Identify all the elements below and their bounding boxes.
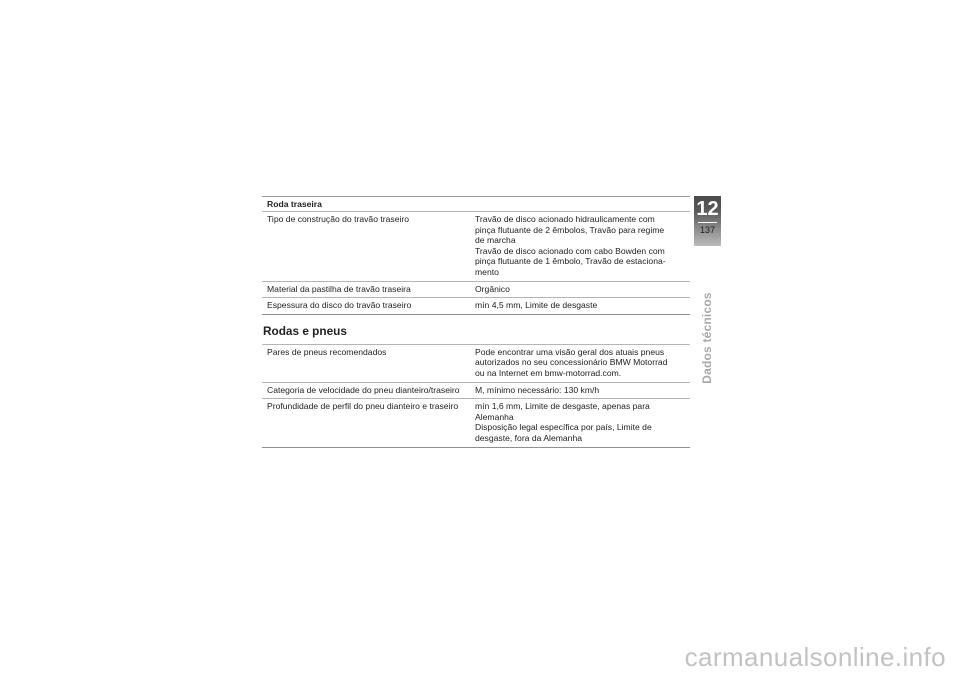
- wheels-tyres-title: Rodas e pneus: [263, 323, 347, 338]
- spec-value-line: pinça flutuante de 2 êmbolos, Travão para regime: [475, 224, 665, 235]
- spec-value-line: autorizados no seu concessionário BMW Motorrad: [475, 357, 668, 368]
- spec-value-line: ou na Internet em bmw-motorrad.com.: [475, 367, 622, 378]
- spec-row-disc-thickness: [262, 297, 690, 315]
- spec-value: [475, 300, 690, 311]
- spec-row-recommended-tyres: [262, 344, 690, 382]
- spec-label: Espessura do disco do travão traseiro: [267, 300, 412, 311]
- spec-value-line: Pode encontrar uma visão geral dos atuais pneus: [475, 346, 665, 357]
- page-number: 137: [699, 225, 716, 235]
- spec-value-line: M, mínimo necessário: 130 km/h: [475, 384, 600, 395]
- spec-value: [475, 401, 690, 443]
- spec-value-line: Travão de disco acionado hidraulicamente com: [475, 214, 655, 224]
- spec-value-line: pinça flutuante de 1 êmbolo, Travão de estaciona-: [475, 256, 666, 267]
- rear-wheel-heading: Roda traseira: [262, 196, 690, 211]
- watermark: carmanualsonline.info: [684, 642, 946, 672]
- spec-label: Pares de pneus recomendados: [267, 346, 387, 357]
- spec-value-line: desgaste, fora da Alemanha: [475, 432, 583, 443]
- spec-label: Categoria de velocidade do pneu dianteiro/traseiro: [267, 384, 460, 395]
- spec-value: [475, 347, 690, 379]
- spec-label: Material da pastilha de travão traseira: [267, 283, 411, 294]
- chapter-tab: [694, 196, 721, 246]
- spec-value-line: Disposição legal específica por país, Limite de: [475, 422, 652, 433]
- spec-value-line: mín 1,6 mm, Limite de desgaste, apenas para: [475, 401, 650, 412]
- spec-value-line: de marcha: [475, 235, 516, 246]
- spec-row-brake-type: [262, 211, 690, 281]
- spec-value: [475, 284, 690, 295]
- spec-row-pad-material: [262, 281, 690, 298]
- chapter-number: 12: [696, 198, 719, 220]
- chapter-divider: [698, 222, 717, 223]
- spec-value-line: mento: [475, 266, 499, 277]
- spec-value-line: mín 4,5 mm, Limite de desgaste: [475, 300, 598, 311]
- spec-value-line: Alemanha: [475, 411, 514, 422]
- chapter-side-title: Dados técnicos: [700, 292, 714, 384]
- spec-value-line: Travão de disco acionado com cabo Bowden com: [475, 245, 665, 256]
- spec-value-line: Orgânico: [475, 283, 510, 294]
- spec-row-tread-depth: [262, 398, 690, 447]
- spec-label: Profundidade de perfil do pneu dianteiro e traseiro: [267, 401, 459, 412]
- spec-label: Tipo de construção do travão traseiro: [267, 214, 410, 224]
- technical-data-content: [262, 196, 690, 448]
- spec-value: [475, 214, 690, 278]
- spec-row-speed-category: [262, 382, 690, 399]
- spec-value: [475, 385, 690, 396]
